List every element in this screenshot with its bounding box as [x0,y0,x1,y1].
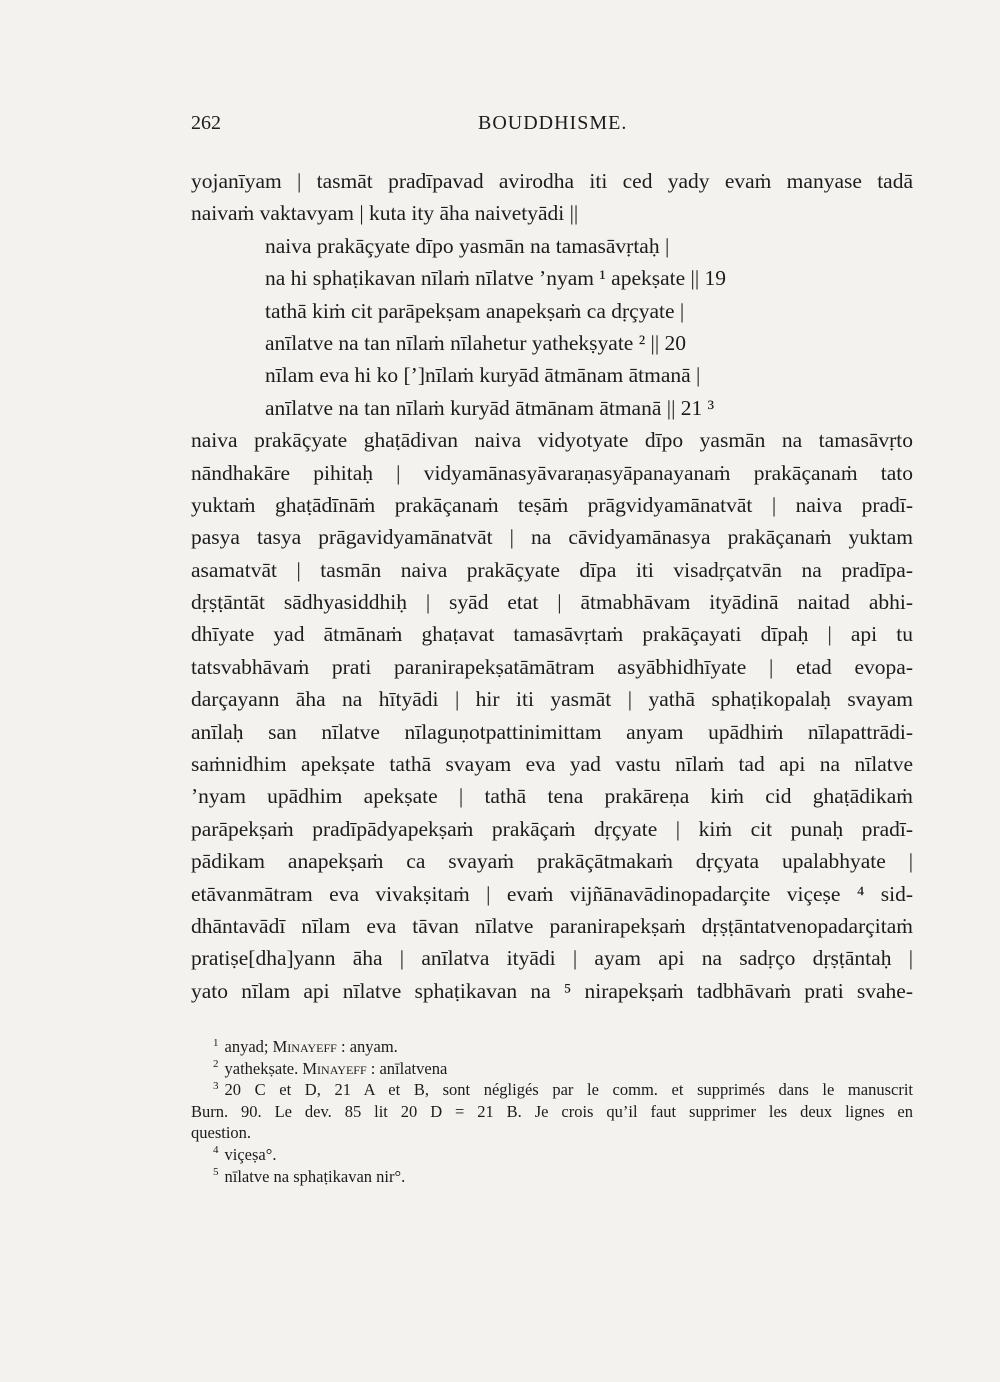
main-text [191,165,913,1007]
footnote-author: Minayeff [272,1037,337,1056]
text-line: naiva prakāçyate ghaṭādivan naiva vidyotyate dīpo yasmān na tamasāvṛto [191,428,913,453]
verse-line: anīlatve na tan nīlaṁ nīlahetur yathekṣyate ² || 20 [265,330,687,355]
text-line: nāndhakāre pihitaḥ | vidyamānasyāvaraṇasyāpanayanaṁ prakāçanaṁ tato [191,460,913,485]
footnote-text: viçeṣa°. [224,1144,277,1164]
text-line: saṁnidhim apekṣate tathā svayam eva yad vastu nīlaṁ tad api na nīlatve [191,752,913,777]
footnotes [191,1036,913,1187]
text-line: etāvanmātram eva vivakṣitaṁ | evaṁ vijñānavādinopadarçite viçeṣe ⁴ sid- [191,881,913,906]
text-line: pasya tasya prāgavidyamānatvāt | na cāvidyamānasya prakāçanaṁ yuktam [191,525,913,550]
footnote [191,1166,913,1188]
text-line: yojanīyam | tasmāt pradīpavad avirodha iti ced yady evaṁ manyase tadā [191,169,913,193]
footnote-mark: 3 [213,1079,219,1092]
text-line: parāpekṣaṁ pradīpādyapekṣaṁ prakāçaṁ dṛçyate | kiṁ cit punaḥ pradī- [191,816,913,841]
verse-line: naiva prakāçyate dīpo yasmān na tamasāvṛtaḥ | [265,233,670,258]
text-line: pādikam anapekṣaṁ ca svayaṁ prakāçātmakaṁ dṛçyata upalabhyate | [191,849,913,874]
footnote-text: anyad; [224,1037,273,1056]
footnote-text: : anīlatvena [366,1058,448,1078]
footnote-mark: 1 [213,1036,219,1049]
footnote [191,1144,913,1166]
text-line: asamatvāt | tasmān naiva prakāçyate dīpa iti visadṛçatvān na pradīpa- [191,557,913,582]
footnote-continuation: Burn. 90. Le dev. 85 lit 20 D = 21 B. Je crois qu’il faut supprimer les deux lignes en [191,1101,913,1121]
verse-line: anīlatve na tan nīlaṁ kuryād ātmānam ātmanā || 21 ³ [265,395,715,420]
text-line: tatsvabhāvaṁ prati paranirapekṣatāmātram asyābhidhīyate | etad evopa- [191,654,913,679]
footnote-text: nīlatve na sphaṭikavan nir°. [224,1166,406,1186]
footnote [191,1058,913,1080]
footnote-text: yathekṣate. [224,1058,303,1078]
verse-line: tathā kiṁ cit parāpekṣam anapekṣaṁ ca dṛçyate | [265,298,685,323]
footnote-continuation: question. [191,1123,252,1143]
text-line: ’nyam upādhim apekṣate | tathā tena prakāreṇa kiṁ cid ghaṭādikaṁ [191,784,913,809]
footnote [191,1036,913,1058]
text-line: darçayann āha na hītyādi | hir iti yasmāt | yathā sphaṭikopalaḥ svayam [191,687,913,712]
footnote-text: : anyam. [336,1037,398,1056]
footnote-mark: 5 [213,1166,219,1179]
page-number: 262 [191,112,221,134]
footnote [191,1079,913,1101]
text-line: anīlaḥ san nīlatve nīlaguṇotpattinimittam anyam upādhiṁ nīlapattrādi- [191,719,913,744]
footnote-text: 20 C et D, 21 A et B, sont négligés par le comm. et supprimés dans le manuscrit [224,1080,913,1100]
text-line: yato nīlam api nīlatve sphaṭikavan na ⁵ nirapekṣaṁ tadbhāvaṁ prati svahe- [191,978,913,1003]
verse-line: na hi sphaṭikavan nīlaṁ nīlatve ’nyam ¹ apekṣate || 19 [265,266,727,291]
text-line: dhāntavādī nīlam eva tāvan nīlatve paranirapekṣaṁ dṛṣṭāntatvenopadarçitaṁ [191,913,913,938]
page-header [191,112,911,140]
footnote-author: Minayeff [302,1058,367,1078]
text-line: dṛṣṭāntāt sādhyasiddhiḥ | syād etat | ātmabhāvam ityādinā naitad abhi- [191,590,913,615]
running-title: BOUDDHISME. [478,112,628,134]
footnote-mark: 2 [213,1058,219,1071]
footnote-mark: 4 [213,1144,219,1157]
text-line: yuktaṁ ghaṭādīnāṁ prakāçanaṁ teṣāṁ prāgvidyamānatvāt | naiva pradī- [191,492,913,517]
text-line: naivaṁ vaktavyam | kuta ity āha naivetyādi || [191,201,579,226]
text-line: dhīyate yad ātmānaṁ ghaṭavat tamasāvṛtaṁ prakāçayati dīpaḥ | api tu [191,622,913,647]
text-line: pratiṣe[dha]yann āha | anīlatva ityādi | ayam api na sadṛço dṛṣṭāntaḥ | [191,946,913,971]
verse-line: nīlam eva hi ko [’]nīlaṁ kuryād ātmānam ātmanā | [265,363,701,388]
